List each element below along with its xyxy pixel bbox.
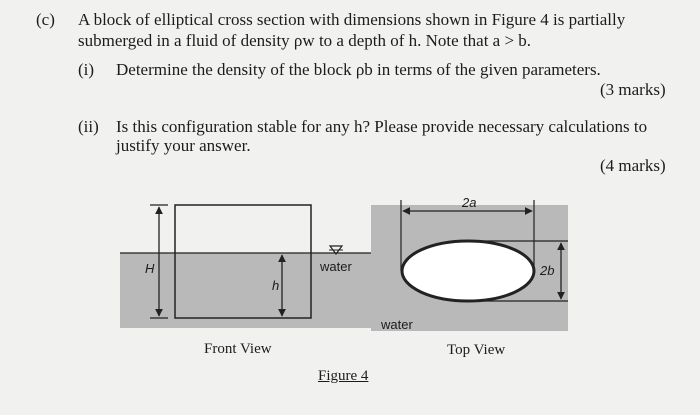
- 2a-label: 2a: [462, 195, 477, 210]
- part-label: (c): [36, 10, 55, 29]
- subpart-i-marks: (3 marks): [600, 80, 666, 99]
- figure-caption: Figure 4: [318, 368, 369, 384]
- subpart-i-text: Determine the density of the block ρb in terms of the given parameters.: [116, 60, 601, 79]
- subpart-ii-marks: (4 marks): [600, 156, 666, 175]
- top-water-label: water: [381, 317, 413, 332]
- question-intro-line2: submerged in a fluid of density ρw to a depth of h. Note that a > b.: [78, 31, 532, 50]
- h-label: h: [272, 278, 280, 293]
- subpart-i-label: (i): [78, 60, 95, 79]
- subpart-ii-label: (ii): [78, 117, 99, 136]
- subpart-ii-text-line2: justify your answer.: [116, 136, 251, 155]
- front-water-label: water: [320, 259, 352, 274]
- 2b-label: 2b: [540, 263, 555, 278]
- H-label: H: [145, 261, 155, 276]
- top-ellipse-block: [402, 241, 534, 301]
- subpart-ii-text-line1: Is this configuration stable for any h? Please provide necessary calculations to: [116, 117, 648, 136]
- top-view: [371, 200, 568, 331]
- front-view-caption: Front View: [204, 341, 272, 357]
- top-view-caption: Top View: [447, 342, 506, 358]
- question-intro-line1: A block of elliptical cross section with dimensions shown in Figure 4 is partially: [78, 10, 626, 29]
